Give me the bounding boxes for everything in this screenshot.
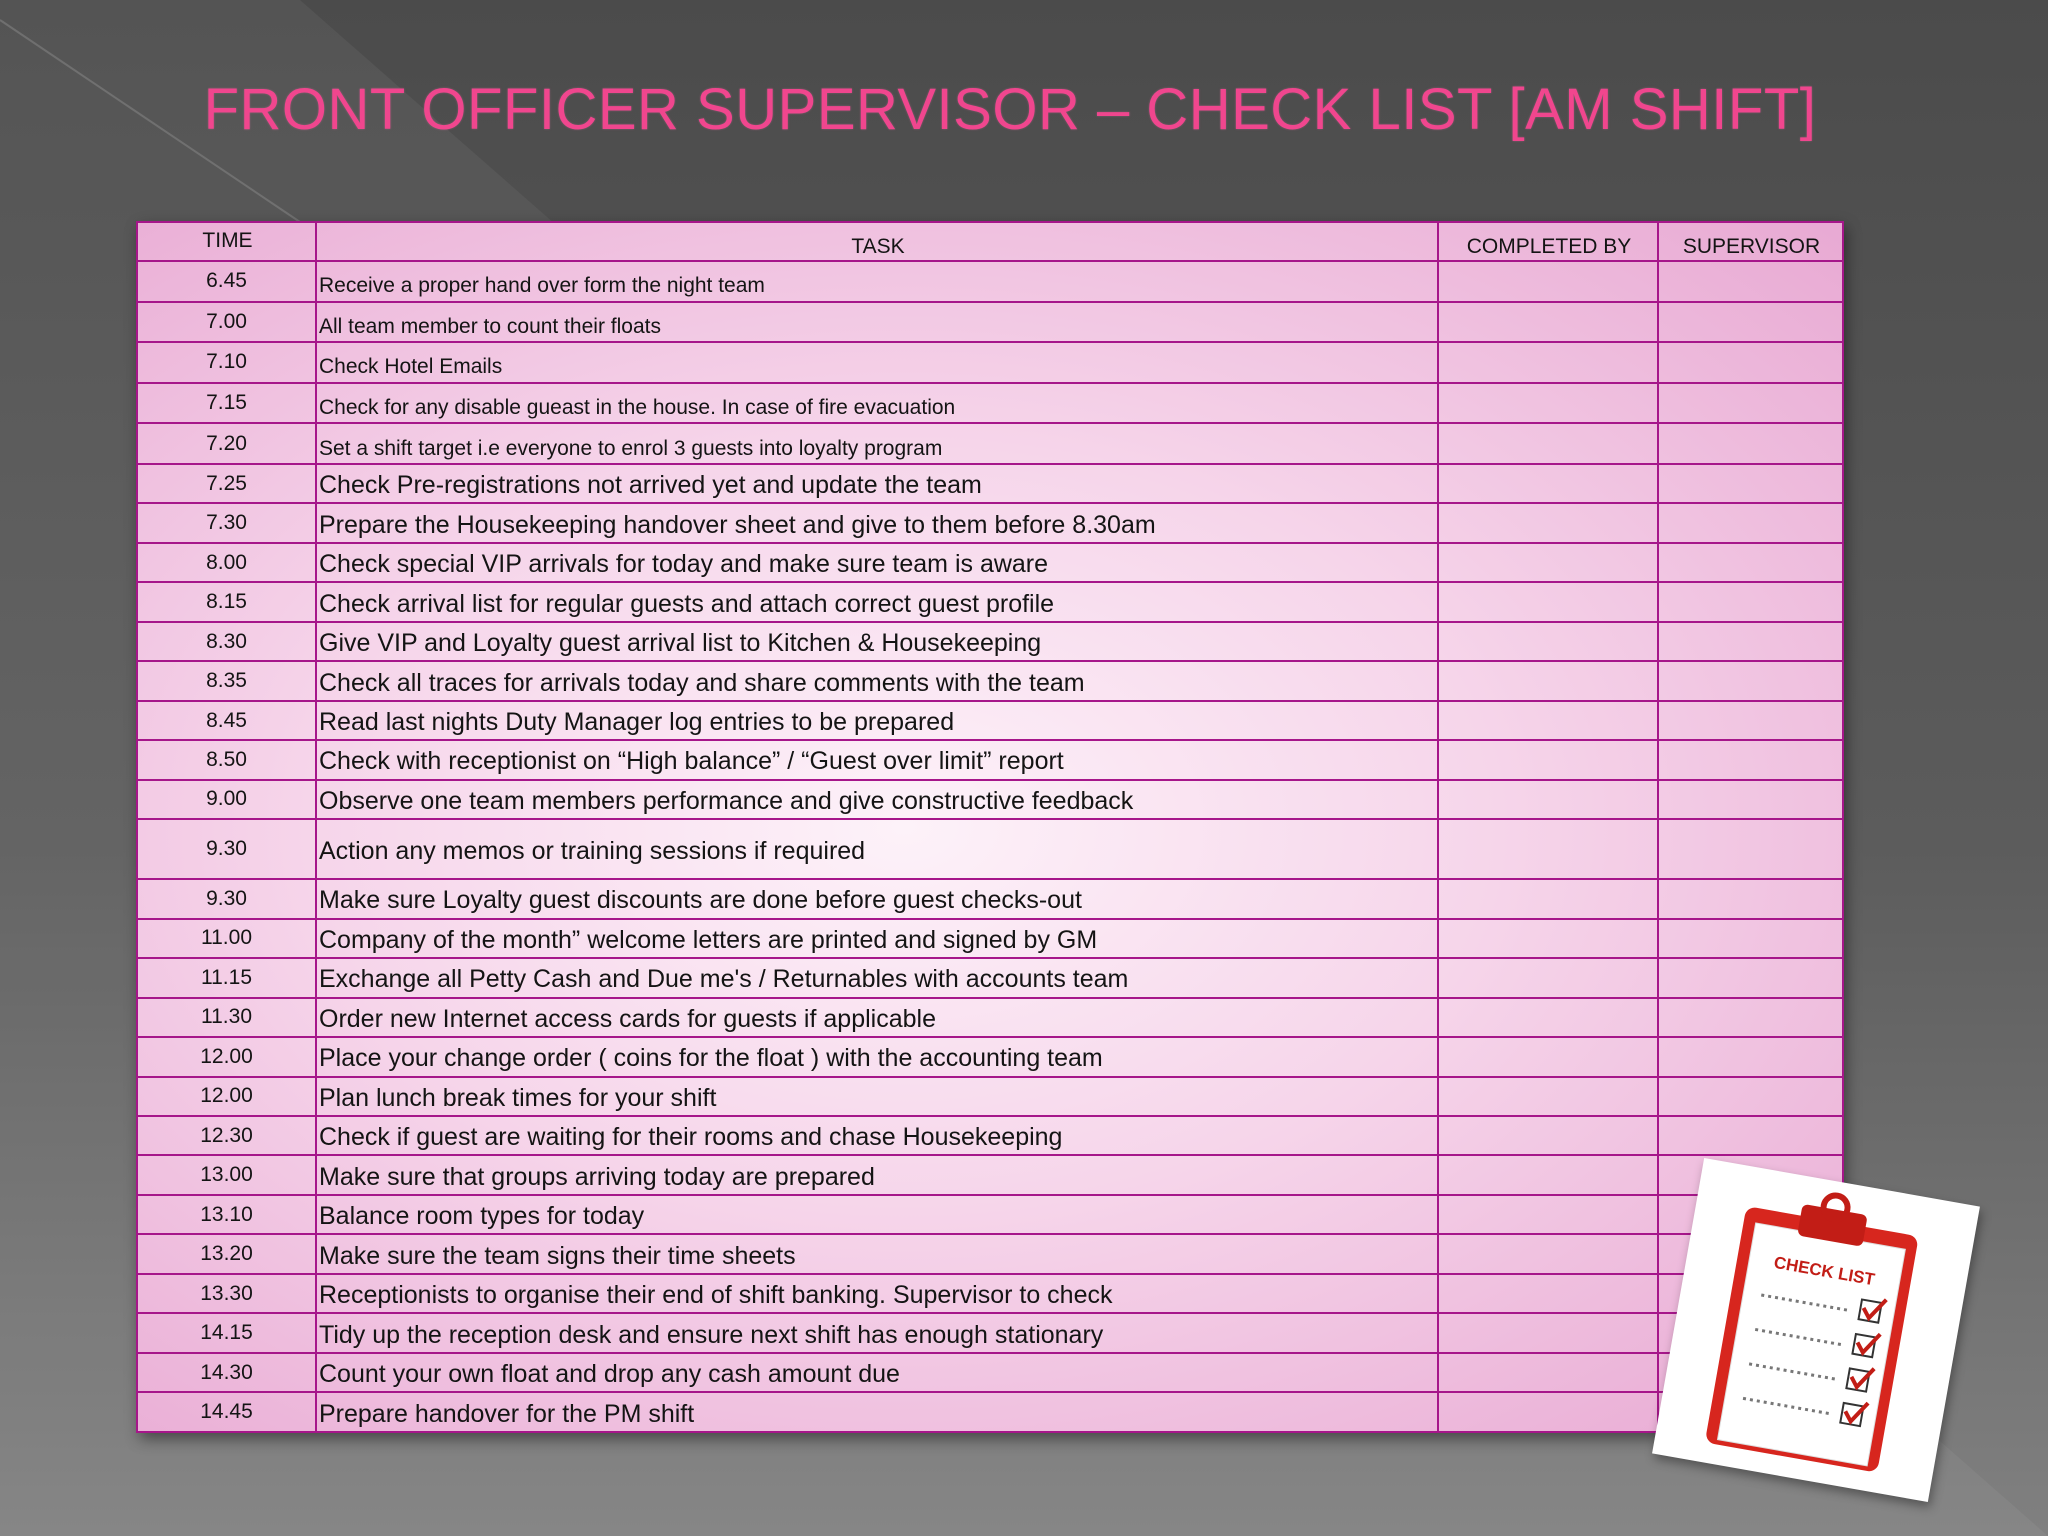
row-task: Company of the month” welcome letters are printed and signed by GM	[316, 919, 1438, 958]
checklist-clipboard-image	[1652, 1158, 1980, 1502]
row-task: Make sure that groups arriving today are prepared	[316, 1155, 1438, 1194]
row-time: 7.30	[137, 503, 316, 542]
clipboard-label: CHECK LIST	[1772, 1252, 1877, 1290]
table-row	[137, 1392, 1843, 1432]
row-task: Make sure Loyalty guest discounts are done before guest checks-out	[316, 879, 1438, 918]
row-task: Count your own float and drop any cash amount due	[316, 1353, 1438, 1392]
row-completed-by-cell[interactable]	[1438, 1077, 1658, 1116]
row-time: 14.30	[137, 1353, 316, 1392]
row-task: Check all traces for arrivals today and share comments with the team	[316, 661, 1438, 700]
table-row	[137, 819, 1843, 879]
row-supervisor-cell[interactable]	[1658, 622, 1843, 661]
row-supervisor-cell[interactable]	[1658, 701, 1843, 740]
row-supervisor-cell[interactable]	[1658, 1116, 1843, 1155]
row-supervisor-cell[interactable]	[1658, 302, 1843, 343]
row-task: Make sure the team signs their time sheets	[316, 1234, 1438, 1273]
row-completed-by-cell[interactable]	[1438, 958, 1658, 997]
row-supervisor-cell[interactable]	[1658, 998, 1843, 1037]
row-task: Check arrival list for regular guests and attach correct guest profile	[316, 582, 1438, 621]
row-time: 8.30	[137, 622, 316, 661]
table-row	[137, 1195, 1843, 1234]
table-row	[137, 1037, 1843, 1076]
table-row	[137, 582, 1843, 621]
row-completed-by-cell[interactable]	[1438, 879, 1658, 918]
row-completed-by-cell[interactable]	[1438, 1313, 1658, 1352]
row-time: 12.30	[137, 1116, 316, 1155]
row-time: 8.50	[137, 740, 316, 779]
checklist-sheet	[136, 221, 1842, 1433]
row-time: 13.10	[137, 1195, 316, 1234]
row-completed-by-cell[interactable]	[1438, 661, 1658, 700]
row-time: 8.35	[137, 661, 316, 700]
table-row	[137, 740, 1843, 779]
row-time: 13.30	[137, 1274, 316, 1313]
row-completed-by-cell[interactable]	[1438, 1353, 1658, 1392]
table-header-row	[137, 222, 1843, 261]
row-supervisor-cell[interactable]	[1658, 1037, 1843, 1076]
row-supervisor-cell[interactable]	[1658, 740, 1843, 779]
table-row	[137, 423, 1843, 464]
row-supervisor-cell[interactable]	[1658, 661, 1843, 700]
row-time: 7.10	[137, 342, 316, 383]
row-task: Plan lunch break times for your shift	[316, 1077, 1438, 1116]
row-supervisor-cell[interactable]	[1658, 958, 1843, 997]
row-completed-by-cell[interactable]	[1438, 342, 1658, 383]
row-task: Order new Internet access cards for guests if applicable	[316, 998, 1438, 1037]
row-time: 13.00	[137, 1155, 316, 1194]
table-row	[137, 1274, 1843, 1313]
row-task: Prepare the Housekeeping handover sheet and give to them before 8.30am	[316, 503, 1438, 542]
table-row	[137, 780, 1843, 819]
row-completed-by-cell[interactable]	[1438, 1195, 1658, 1234]
table-row	[137, 503, 1843, 542]
row-completed-by-cell[interactable]	[1438, 503, 1658, 542]
header-supervisor: SUPERVISOR	[1658, 222, 1843, 261]
row-task: Check for any disable gueast in the house. In case of fire evacuation	[316, 383, 1438, 424]
row-task: Prepare handover for the PM shift	[316, 1392, 1438, 1432]
row-supervisor-cell[interactable]	[1658, 819, 1843, 879]
row-supervisor-cell[interactable]	[1658, 383, 1843, 424]
table-row	[137, 701, 1843, 740]
row-task: Check special VIP arrivals for today and make sure team is aware	[316, 543, 1438, 582]
table-row	[137, 302, 1843, 343]
row-time: 8.15	[137, 582, 316, 621]
row-time: 11.30	[137, 998, 316, 1037]
row-completed-by-cell[interactable]	[1438, 701, 1658, 740]
row-supervisor-cell[interactable]	[1658, 261, 1843, 302]
header-completed-by: COMPLETED BY	[1438, 222, 1658, 261]
row-time: 8.00	[137, 543, 316, 582]
row-task: Check with receptionist on “High balance” / “Guest over limit” report	[316, 740, 1438, 779]
row-time: 9.30	[137, 819, 316, 879]
table-row	[137, 622, 1843, 661]
row-task: Check if guest are waiting for their rooms and chase Housekeeping	[316, 1116, 1438, 1155]
row-time: 14.15	[137, 1313, 316, 1352]
row-completed-by-cell[interactable]	[1438, 998, 1658, 1037]
row-completed-by-cell[interactable]	[1438, 1274, 1658, 1313]
row-supervisor-cell[interactable]	[1658, 543, 1843, 582]
row-time: 7.25	[137, 464, 316, 503]
row-completed-by-cell[interactable]	[1438, 1155, 1658, 1194]
row-supervisor-cell[interactable]	[1658, 503, 1843, 542]
row-time: 8.45	[137, 701, 316, 740]
row-task: Check Pre-registrations not arrived yet and update the team	[316, 464, 1438, 503]
table-row	[137, 464, 1843, 503]
row-completed-by-cell[interactable]	[1438, 740, 1658, 779]
table-row	[137, 383, 1843, 424]
row-task: Action any memos or training sessions if required	[316, 819, 1438, 879]
row-time: 11.15	[137, 958, 316, 997]
row-time: 7.00	[137, 302, 316, 343]
table-row	[137, 958, 1843, 997]
row-time: 12.00	[137, 1037, 316, 1076]
table-row	[137, 1234, 1843, 1273]
row-task: Balance room types for today	[316, 1195, 1438, 1234]
row-time: 7.15	[137, 383, 316, 424]
row-task: Set a shift target i.e everyone to enrol 3 guests into loyalty program	[316, 423, 1438, 464]
row-task: Give VIP and Loyalty guest arrival list to Kitchen & Housekeeping	[316, 622, 1438, 661]
row-task: Exchange all Petty Cash and Due me's / Returnables with accounts team	[316, 958, 1438, 997]
row-time: 9.30	[137, 879, 316, 918]
table-row	[137, 1077, 1843, 1116]
table-row	[137, 261, 1843, 302]
header-time: TIME	[137, 222, 316, 261]
table-row	[137, 1313, 1843, 1352]
row-task: Read last nights Duty Manager log entries to be prepared	[316, 701, 1438, 740]
row-task: Receptionists to organise their end of shift banking. Supervisor to check	[316, 1274, 1438, 1313]
row-completed-by-cell[interactable]	[1438, 780, 1658, 819]
row-completed-by-cell[interactable]	[1438, 543, 1658, 582]
row-completed-by-cell[interactable]	[1438, 919, 1658, 958]
table-row	[137, 879, 1843, 918]
table-row	[137, 342, 1843, 383]
row-time: 12.00	[137, 1077, 316, 1116]
row-completed-by-cell[interactable]	[1438, 383, 1658, 424]
table-row	[137, 661, 1843, 700]
row-completed-by-cell[interactable]	[1438, 1234, 1658, 1273]
row-time: 13.20	[137, 1234, 316, 1273]
row-supervisor-cell[interactable]	[1658, 780, 1843, 819]
row-task: Receive a proper hand over form the night team	[316, 261, 1438, 302]
page-title: FRONT OFFICER SUPERVISOR – CHECK LIST [AM SHIFT]	[203, 77, 1817, 142]
table-row	[137, 998, 1843, 1037]
table-row	[137, 1353, 1843, 1392]
row-task: Observe one team members performance and give constructive feedback	[316, 780, 1438, 819]
row-supervisor-cell[interactable]	[1658, 582, 1843, 621]
row-task: All team member to count their floats	[316, 302, 1438, 343]
row-completed-by-cell[interactable]	[1438, 1116, 1658, 1155]
row-supervisor-cell[interactable]	[1658, 879, 1843, 918]
table-row	[137, 543, 1843, 582]
row-completed-by-cell[interactable]	[1438, 464, 1658, 503]
row-time: 9.00	[137, 780, 316, 819]
row-supervisor-cell[interactable]	[1658, 919, 1843, 958]
row-completed-by-cell[interactable]	[1438, 423, 1658, 464]
row-time: 11.00	[137, 919, 316, 958]
clipboard-icon	[1652, 1158, 1980, 1502]
row-completed-by-cell[interactable]	[1438, 582, 1658, 621]
row-completed-by-cell[interactable]	[1438, 1037, 1658, 1076]
row-completed-by-cell[interactable]	[1438, 1392, 1658, 1432]
row-supervisor-cell[interactable]	[1658, 423, 1843, 464]
row-task: Tidy up the reception desk and ensure next shift has enough stationary	[316, 1313, 1438, 1352]
checklist-table	[136, 221, 1844, 1433]
row-time: 6.45	[137, 261, 316, 302]
row-completed-by-cell[interactable]	[1438, 261, 1658, 302]
row-supervisor-cell[interactable]	[1658, 342, 1843, 383]
row-completed-by-cell[interactable]	[1438, 819, 1658, 879]
table-row	[137, 919, 1843, 958]
row-supervisor-cell[interactable]	[1658, 1077, 1843, 1116]
row-completed-by-cell[interactable]	[1438, 622, 1658, 661]
row-task: Check Hotel Emails	[316, 342, 1438, 383]
row-supervisor-cell[interactable]	[1658, 464, 1843, 503]
row-completed-by-cell[interactable]	[1438, 302, 1658, 343]
row-task: Place your change order ( coins for the float ) with the accounting team	[316, 1037, 1438, 1076]
table-row	[137, 1155, 1843, 1194]
header-task: TASK	[316, 222, 1438, 261]
row-time: 7.20	[137, 423, 316, 464]
table-row	[137, 1116, 1843, 1155]
row-time: 14.45	[137, 1392, 316, 1432]
